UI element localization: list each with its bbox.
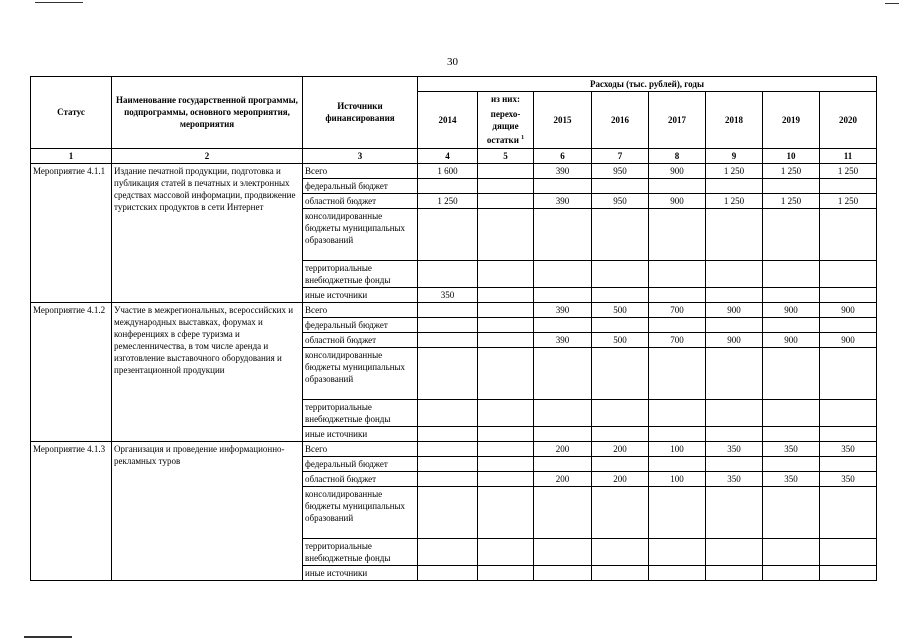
value-cell: 350 (418, 287, 478, 302)
value-cell (478, 471, 534, 486)
header-of-them: из них: (478, 92, 534, 107)
value-cell: 1 600 (418, 163, 478, 178)
value-cell: 350 (763, 441, 820, 456)
value-cell: 1 250 (820, 163, 877, 178)
col-number: 4 (418, 148, 478, 163)
value-cell: 350 (706, 471, 763, 486)
value-cell (534, 178, 592, 193)
value-cell (649, 538, 706, 565)
value-cell (478, 317, 534, 332)
value-cell (649, 317, 706, 332)
value-cell (418, 441, 478, 456)
header-year-2015: 2015 (534, 92, 592, 149)
value-cell: 350 (763, 471, 820, 486)
value-cell (763, 317, 820, 332)
table-row (31, 163, 877, 178)
value-cell (820, 565, 877, 580)
value-cell (649, 287, 706, 302)
value-cell (478, 441, 534, 456)
value-cell (534, 287, 592, 302)
activity-name-cell: Издание печатной продукции, подготовка и публикация статей в печатных и электронных средствах массовой информации, продвижение туристских продуктов в сети Интернет (112, 163, 303, 302)
value-cell: 200 (592, 441, 649, 456)
value-cell (592, 538, 649, 565)
value-cell (534, 565, 592, 580)
value-cell (706, 287, 763, 302)
col-number: 3 (303, 148, 418, 163)
funding-source-cell: консолидированные бюджеты муниципальных образований (303, 347, 418, 399)
header-year-2017: 2017 (649, 92, 706, 149)
value-cell (706, 208, 763, 260)
scan-mark-top-left (35, 2, 83, 3)
value-cell (478, 178, 534, 193)
value-cell (592, 347, 649, 399)
value-cell: 350 (820, 471, 877, 486)
value-cell: 1 250 (820, 193, 877, 208)
table-body (31, 163, 877, 580)
value-cell (649, 426, 706, 441)
value-cell: 350 (820, 441, 877, 456)
value-cell (592, 486, 649, 538)
value-cell (763, 399, 820, 426)
col-number: 9 (706, 148, 763, 163)
header-year-2018: 2018 (706, 92, 763, 149)
col-number: 11 (820, 148, 877, 163)
value-cell: 900 (649, 193, 706, 208)
value-cell (478, 486, 534, 538)
value-cell (820, 178, 877, 193)
value-cell (418, 538, 478, 565)
value-cell: 900 (763, 332, 820, 347)
funding-source-cell: Всего (303, 441, 418, 456)
value-cell: 1 250 (418, 193, 478, 208)
value-cell (478, 399, 534, 426)
value-cell (592, 287, 649, 302)
value-cell (418, 178, 478, 193)
value-cell (592, 565, 649, 580)
value-cell (534, 208, 592, 260)
value-cell (820, 426, 877, 441)
col-number: 6 (534, 148, 592, 163)
value-cell (478, 538, 534, 565)
value-cell (418, 456, 478, 471)
value-cell (418, 260, 478, 287)
value-cell (649, 565, 706, 580)
header-sources: Источники финансирования (303, 77, 418, 149)
value-cell: 100 (649, 471, 706, 486)
header-year-2014: 2014 (418, 92, 478, 149)
funding-source-cell: территориальные внебюджетные фонды (303, 260, 418, 287)
col-number: 1 (31, 148, 112, 163)
col-number: 2 (112, 148, 303, 163)
value-cell: 390 (534, 193, 592, 208)
value-cell (706, 426, 763, 441)
value-cell (706, 260, 763, 287)
value-cell (534, 260, 592, 287)
table-row (31, 302, 877, 317)
value-cell (820, 486, 877, 538)
value-cell: 390 (534, 163, 592, 178)
value-cell (418, 208, 478, 260)
value-cell (592, 399, 649, 426)
value-cell (706, 347, 763, 399)
value-cell (418, 347, 478, 399)
value-cell: 200 (534, 441, 592, 456)
value-cell (418, 486, 478, 538)
activity-name-cell: Участие в межрегиональных, всероссийских и международных выставках, форумах и конференциях в сфере туризма и ремесленничества, в том числе аренда и изготовление выставочного оборудования и презентационной продукции (112, 302, 303, 441)
funding-source-cell: федеральный бюджет (303, 178, 418, 193)
value-cell (820, 260, 877, 287)
status-cell: Мероприятие 4.1.1 (31, 163, 112, 302)
value-cell (418, 426, 478, 441)
value-cell: 350 (706, 441, 763, 456)
funding-source-cell: иные источники (303, 565, 418, 580)
funding-source-cell: иные источники (303, 287, 418, 302)
value-cell: 900 (763, 302, 820, 317)
header-expenses: Расходы (тыс. рублей), годы (418, 77, 877, 92)
value-cell (418, 471, 478, 486)
value-cell: 900 (706, 332, 763, 347)
value-cell (649, 208, 706, 260)
col-number: 8 (649, 148, 706, 163)
value-cell (706, 399, 763, 426)
header-year-2016: 2016 (592, 92, 649, 149)
value-cell: 500 (592, 332, 649, 347)
header-carryover: перехо-дящие остатки (486, 108, 521, 145)
value-cell: 900 (706, 302, 763, 317)
value-cell (592, 456, 649, 471)
value-cell: 700 (649, 332, 706, 347)
value-cell (534, 456, 592, 471)
value-cell (534, 486, 592, 538)
value-cell: 700 (649, 302, 706, 317)
funding-source-cell: иные источники (303, 426, 418, 441)
column-numbers-row (31, 148, 877, 163)
value-cell (534, 426, 592, 441)
value-cell (820, 538, 877, 565)
value-cell (478, 347, 534, 399)
value-cell (706, 317, 763, 332)
value-cell (649, 178, 706, 193)
header-carryover-cell (478, 106, 534, 148)
value-cell (478, 260, 534, 287)
value-cell (763, 347, 820, 399)
table-row (31, 441, 877, 456)
value-cell: 500 (592, 302, 649, 317)
funding-source-cell: консолидированные бюджеты муниципальных образований (303, 208, 418, 260)
value-cell: 950 (592, 163, 649, 178)
value-cell (706, 456, 763, 471)
value-cell (763, 426, 820, 441)
value-cell (649, 260, 706, 287)
value-cell: 390 (534, 302, 592, 317)
value-cell (592, 208, 649, 260)
funding-source-cell: областной бюджет (303, 193, 418, 208)
value-cell (478, 565, 534, 580)
value-cell (820, 347, 877, 399)
value-cell (763, 287, 820, 302)
value-cell (706, 538, 763, 565)
value-cell (706, 178, 763, 193)
header-name: Наименование государственной программы, подпрограммы, основного мероприятия, мероприятия (112, 77, 303, 149)
value-cell (534, 317, 592, 332)
value-cell (763, 538, 820, 565)
value-cell (478, 332, 534, 347)
value-cell: 900 (649, 163, 706, 178)
value-cell (418, 332, 478, 347)
scan-mark-bottom-left (24, 636, 72, 638)
header-carryover-note: 1 (521, 134, 525, 141)
value-cell: 1 250 (706, 163, 763, 178)
value-cell (478, 208, 534, 260)
value-cell (706, 565, 763, 580)
budget-table (30, 76, 877, 581)
status-cell: Мероприятие 4.1.3 (31, 441, 112, 580)
value-cell (649, 399, 706, 426)
status-cell: Мероприятие 4.1.2 (31, 302, 112, 441)
value-cell (763, 208, 820, 260)
funding-source-cell: территориальные внебюджетные фонды (303, 399, 418, 426)
value-cell (820, 399, 877, 426)
value-cell (592, 317, 649, 332)
funding-source-cell: консолидированные бюджеты муниципальных образований (303, 486, 418, 538)
scan-mark-top-right (885, 3, 899, 4)
value-cell (649, 347, 706, 399)
activity-name-cell: Организация и проведение информационно-рекламных туров (112, 441, 303, 580)
value-cell (592, 178, 649, 193)
value-cell (534, 538, 592, 565)
header-year-2019: 2019 (763, 92, 820, 149)
value-cell (763, 260, 820, 287)
funding-source-cell: федеральный бюджет (303, 317, 418, 332)
value-cell: 200 (592, 471, 649, 486)
value-cell (763, 486, 820, 538)
funding-source-cell: Всего (303, 302, 418, 317)
value-cell (478, 456, 534, 471)
value-cell: 200 (534, 471, 592, 486)
value-cell (649, 486, 706, 538)
value-cell: 390 (534, 332, 592, 347)
col-number: 7 (592, 148, 649, 163)
value-cell: 1 250 (763, 163, 820, 178)
value-cell: 950 (592, 193, 649, 208)
value-cell (820, 456, 877, 471)
funding-source-cell: областной бюджет (303, 332, 418, 347)
value-cell (534, 399, 592, 426)
value-cell (418, 399, 478, 426)
value-cell: 900 (820, 332, 877, 347)
funding-source-cell: областной бюджет (303, 471, 418, 486)
funding-source-cell: территориальные внебюджетные фонды (303, 538, 418, 565)
value-cell (478, 287, 534, 302)
value-cell (418, 565, 478, 580)
value-cell (763, 456, 820, 471)
value-cell (820, 317, 877, 332)
value-cell: 1 250 (763, 193, 820, 208)
value-cell (478, 302, 534, 317)
header-status: Статус (31, 77, 112, 149)
funding-source-cell: Всего (303, 163, 418, 178)
value-cell: 1 250 (706, 193, 763, 208)
value-cell (763, 178, 820, 193)
value-cell (820, 287, 877, 302)
value-cell: 100 (649, 441, 706, 456)
value-cell (478, 163, 534, 178)
value-cell (592, 426, 649, 441)
value-cell (763, 565, 820, 580)
value-cell (649, 456, 706, 471)
header-year-2020: 2020 (820, 92, 877, 149)
value-cell: 900 (820, 302, 877, 317)
funding-source-cell: федеральный бюджет (303, 456, 418, 471)
value-cell (478, 426, 534, 441)
value-cell (706, 486, 763, 538)
page-number: 30 (447, 56, 458, 68)
value-cell (820, 208, 877, 260)
value-cell (592, 260, 649, 287)
col-number: 10 (763, 148, 820, 163)
value-cell (418, 317, 478, 332)
value-cell (534, 347, 592, 399)
value-cell (418, 302, 478, 317)
value-cell (478, 193, 534, 208)
col-number: 5 (478, 148, 534, 163)
